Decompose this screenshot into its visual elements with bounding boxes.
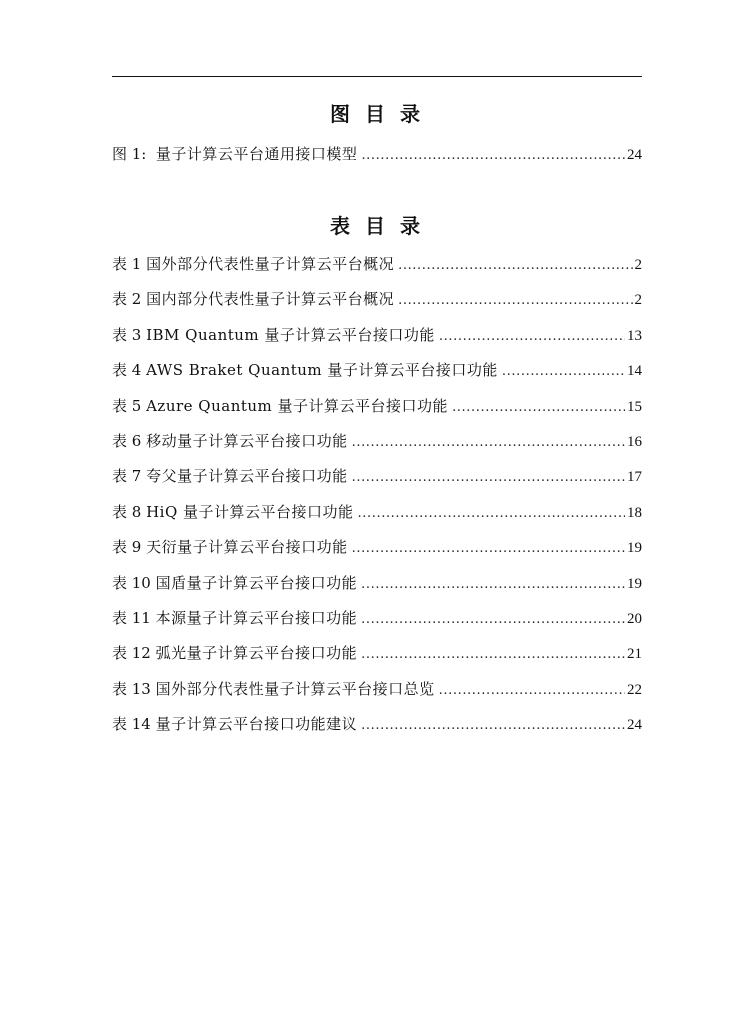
figure-label: 图 1: [112,145,147,163]
table-title: 国内部分代表性量子计算云平台概况 [146,290,395,309]
table-title: 国外部分代表性量子计算云平台接口总览 [155,679,435,698]
table-label: 表 4 [112,361,142,380]
table-label: 表 6 [112,431,142,450]
table-title: 弧光量子计算云平台接口功能 [155,644,358,663]
dot-leader [361,609,625,631]
table-page-number: 2 [634,257,642,273]
table-entry[interactable] [112,395,642,430]
table-entry[interactable] [112,678,642,713]
table-title: 国盾量子计算云平台接口功能 [155,573,358,592]
table-title: 国外部分代表性量子计算云平台概况 [146,255,395,273]
table-entry[interactable] [112,536,642,571]
dot-leader [352,432,625,454]
dot-leader [439,326,625,348]
table-entry[interactable] [112,572,642,607]
list-of-figures-heading: 图 目 录 [330,102,424,126]
table-page-number: 13 [627,327,642,344]
table-entry[interactable] [112,359,642,394]
list-of-tables-heading: 表 目 录 [330,214,424,238]
table-entry[interactable] [112,713,642,748]
figure-entry[interactable] [112,143,642,178]
table-page-number: 19 [627,575,642,592]
table-label: 表 11 [112,608,151,627]
table-label: 表 7 [112,467,142,486]
table-title: 移动量子计算云平台接口功能 [146,431,348,450]
table-page-number: 18 [627,504,642,521]
table-label: 表 14 [112,715,151,734]
table-title: 天衍量子计算云平台接口功能 [146,538,348,557]
list-of-figures [112,143,642,178]
table-page-number: 24 [627,717,642,734]
table-label: 表 5 [112,396,142,415]
table-title: Azure Quantum 量子计算云平台接口功能 [146,396,449,415]
table-page-number: 20 [627,610,642,627]
figure-title: 量子计算云平台通用接口模型 [155,145,358,163]
dot-leader [452,397,625,419]
table-label: 表 10 [112,573,151,592]
table-label: 表 3 [112,325,142,344]
table-page-number: 15 [627,398,642,415]
table-entry[interactable] [112,253,642,288]
dot-leader [361,644,625,666]
table-page-number: 21 [627,646,642,663]
table-page-number: 17 [627,469,642,486]
table-entry[interactable] [112,430,642,465]
table-title: AWS Braket Quantum 量子计算云平台接口功能 [146,361,498,380]
table-entry[interactable] [112,288,642,323]
dot-leader [352,467,625,489]
dot-leader [502,361,625,383]
dot-leader [398,255,632,277]
table-entry[interactable] [112,324,642,359]
dot-leader [361,574,625,596]
table-page-number: 22 [627,681,642,698]
table-title: 本源量子计算云平台接口功能 [155,608,358,627]
table-entry[interactable] [112,501,642,536]
dot-leader [361,715,625,737]
table-page-number: 16 [627,433,642,450]
figure-page-number: 24 [627,147,642,163]
list-of-tables [112,253,642,748]
table-page-number: 2 [634,292,642,309]
table-title: 夸父量子计算云平台接口功能 [146,467,348,486]
table-title: 量子计算云平台接口功能建议 [155,715,358,734]
dot-leader [358,503,625,525]
table-page-number: 19 [627,540,642,557]
table-label: 表 9 [112,538,142,557]
table-label: 表 8 [112,502,142,521]
table-entry[interactable] [112,607,642,642]
dot-leader [439,680,625,702]
table-page-number: 14 [627,363,642,380]
dot-leader [398,290,632,312]
table-title: HiQ 量子计算云平台接口功能 [146,502,354,521]
dot-leader [361,145,625,167]
dot-leader [352,538,625,560]
table-label: 表 1 [112,255,142,273]
table-title: IBM Quantum 量子计算云平台接口功能 [146,325,435,344]
table-entry[interactable] [112,642,642,677]
table-label: 表 2 [112,290,142,309]
table-label: 表 13 [112,679,151,698]
header-rule [112,76,642,77]
table-entry[interactable] [112,465,642,500]
table-label: 表 12 [112,644,151,663]
